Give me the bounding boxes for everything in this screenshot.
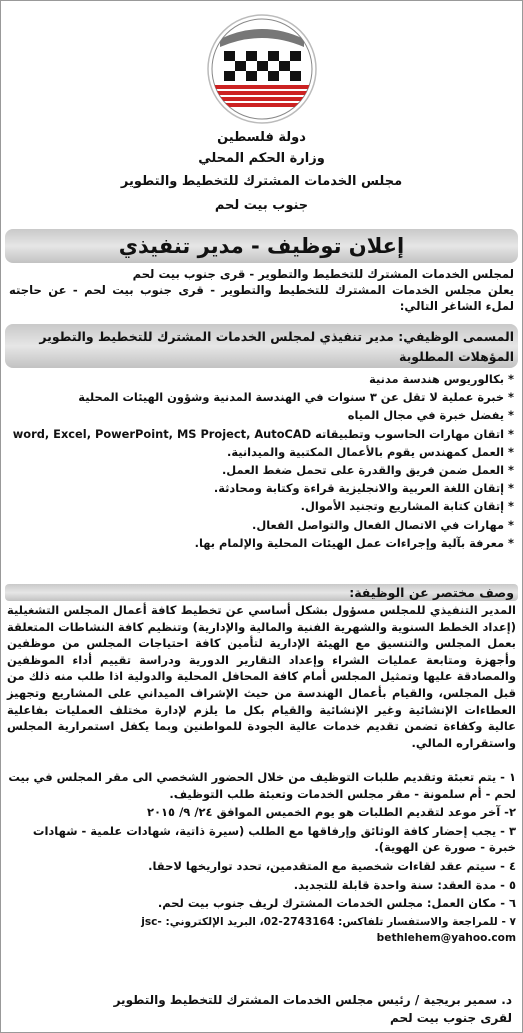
signature-line-1: د. سمير بريجية / رئيس مجلس الخدمات المشترك للتخطيط والتطوير (113, 993, 512, 1007)
intro-line-2: يعلن مجلس الخدمات المشترك للتخطيط والتطوير - قرى جنوب بيت لحم - عن حاجته لملء الشاغر التالي: (9, 282, 514, 313)
checkered-emblem-icon (202, 9, 322, 129)
qualification-item: * العمل ضمن فريق والقدرة على تحمل ضغط العمل. (9, 461, 514, 479)
qualification-item: * إتقان اللغة العربية والانجليزية قراءة وكتابة ومحادثة. (9, 479, 514, 497)
qualification-item: * خبرة عملية لا تقل عن ٣ سنوات في الهندسة المدنية وشؤون الهيئات المحلية (9, 388, 514, 406)
procedure-item: ٥ - مدة العقد: سنة واحدة قابلة للتجديد. (293, 877, 516, 892)
intro-text (9, 267, 514, 314)
qualification-item: * اتقان مهارات الحاسوب وتطبيقاته word, Excel, PowerPoint, MS Project, AutoCAD (9, 425, 514, 443)
intro-line-1: لمجلس الخدمات المشترك للتخطيط والتطوير - قرى جنوب بيت لحم (132, 267, 514, 281)
region-name: جنوب بيت لحم (214, 198, 309, 213)
qualification-item: * العمل كمهندس يقوم بالأعمال المكتبية والميدانية. (9, 443, 514, 461)
procedures-list (7, 769, 516, 949)
page-title: إعلان توظيف - مدير تنفيذي (118, 234, 405, 258)
description-heading: وصف مختصر عن الوظيفة: (349, 585, 514, 600)
signature-line-2: لقرى جنوب بيت لحم (390, 1011, 512, 1025)
qualification-item: * بكالوريوس هندسة مدنية (9, 370, 514, 388)
procedure-item: ٦ - مكان العمل: مجلس الخدمات المشترك لريف جنوب بيت لحم. (157, 896, 516, 911)
qualifications-heading: المؤهلات المطلوبة (398, 349, 514, 364)
procedure-item: ١ - يتم تعبئة وتقديم طلبات التوظيف من خلال الحضور الشخصي الى مقر المجلس في بيت لحم - أم سلمونة - مقر مجلس الخدمات وتعبئة طلب التوظيف. (8, 770, 516, 801)
ministry-name: وزارة الحكم المحلي (198, 151, 325, 166)
qualification-item: * إتقان كتابة المشاريع وتجنيد الأموال. (9, 497, 514, 515)
country-name: دولة فلسطين (217, 130, 306, 145)
procedure-item: ٤ - سيتم عقد لقاءات شخصية مع المتقدمين، تحدد تواريخها لاحقا. (148, 858, 516, 873)
job-title: المسمى الوظيفي: مدير تنفيذي لمجلس الخدمات المشترك للتخطيط والتطوير (39, 329, 514, 344)
description-text (7, 602, 516, 751)
signature (9, 991, 512, 1027)
council-name: مجلس الخدمات المشترك للتخطيط والتطوير (120, 174, 403, 189)
qualifications-list (9, 370, 514, 552)
procedure-item: ٢- آخر موعد لتقديم الطلبات هو يوم الخميس الموافق ٢٤/ ٩/ ٢٠١٥ (146, 805, 516, 820)
procedure-item: ٧ - للمراجعة والاستفسار تلفاكس: 2743164-02، البريد الإلكتروني: jsc-bethlehem@yahoo.com (141, 915, 516, 945)
description-paragraph: المدير التنفيذي للمجلس مسؤول بشكل أساسي عن تخطيط كافة أعمال المجلس التشغيلية (إعداد الخطط السنوية والشهرية الفنية والمالية والإدارية) وتنظيم كافة النشاطات المتعلقة بعمل المجلس والتنسيق مع الهيئة الإدارية لتأمين كافة احتياجات المجلس من موظفين وأجهزة ومتابعة عمليات الشراء وإعداد التقارير الدورية ودراسة تقييم أداء الموظفين والمصادقة عليها وتمثيل المجلس أمام كافة المحافل المحلية والدولية اذا طلب منه ذلك من قبل المجلس، والقيام بأعمال الهندسة من حيث الإشراف الميداني على المشاريع وتجهيز العطاءات الإنشائية وغير الإنشائية والقيام بكل ما يلزم لإدارة مختلف العمليات بفاعلية عالية وكفاءة تضمن تقديم خدمات عالية الجودة للمواطنين وبما يكفل استمرارية المجلس واستقراره المالي. (7, 603, 516, 750)
qualification-item: * يفضل خبرة في مجال المياه (9, 406, 514, 424)
qualification-item: * معرفة بآلية وإجراءات عمل الهيئات المحلية والإلمام بها. (9, 534, 514, 552)
qualification-item: * مهارات في الاتصال الفعال والتواصل الفعال. (9, 516, 514, 534)
procedure-item: ٣ - يجب إحضار كافة الوثائق وإرفاقها مع الطلب (سيرة ذاتية، شهادات علمية - شهادات خبرة - صورة عن الهوية). (32, 823, 516, 855)
